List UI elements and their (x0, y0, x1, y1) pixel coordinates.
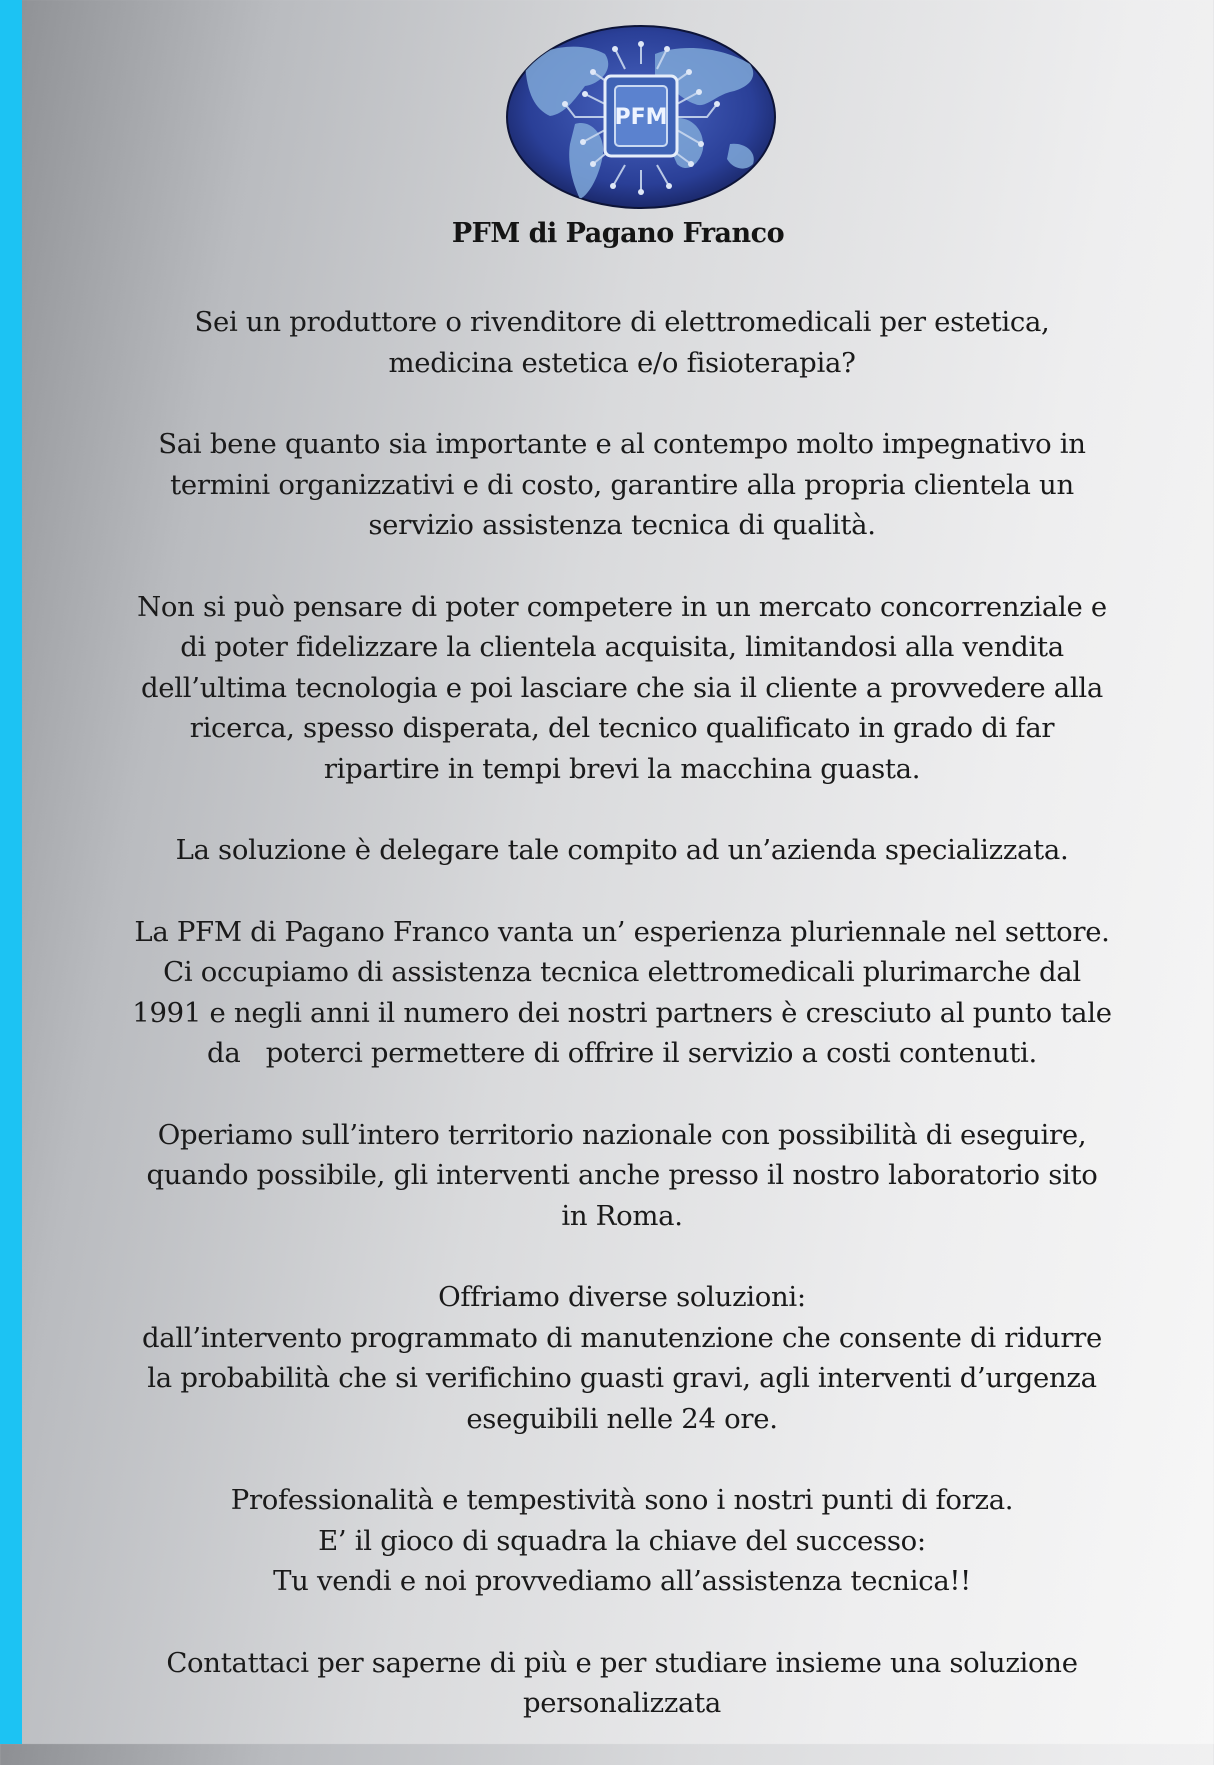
paragraph-contact (40, 1643, 1204, 1724)
text-line: Tu vendi e noi provvediamo all’assistenza tecnica!! (273, 1565, 971, 1597)
company-logo-icon (505, 24, 777, 210)
text-line: da poterci permettere di offrire il servizio a costi contenuti. (207, 1037, 1037, 1069)
text-line: Non si può pensare di poter competere in un mercato concorrenziale e (137, 590, 1107, 623)
text-line: termini organizzativi e di costo, garantire alla propria clientela un (170, 468, 1074, 501)
paragraph-strengths (40, 1480, 1204, 1602)
text-line: Ci occupiamo di assistenza tecnica elettromedicali plurimarche dal (163, 956, 1081, 988)
paragraph-coverage (40, 1115, 1204, 1237)
paragraph-experience (40, 912, 1204, 1074)
text-line: di poter fidelizzare la clientela acquisita, limitandosi alla vendita (180, 631, 1064, 663)
text-line: medicina estetica e/o fisioterapia? (388, 346, 856, 379)
text-line: Offriamo diverse soluzioni: (438, 1281, 806, 1313)
text-line: Sai bene quanto sia importante e al contempo molto impegnativo in (158, 428, 1086, 460)
text-line: ripartire in tempi brevi la macchina guasta. (323, 752, 921, 785)
text-line: dell’ultima tecnologia e poi lasciare che sia il cliente a provvedere alla (141, 671, 1103, 704)
paragraph-offerings (40, 1277, 1204, 1439)
text-line: La soluzione è delegare tale compito ad un’azienda specializzata. (175, 834, 1069, 866)
text-line: servizio assistenza tecnica di qualità. (368, 509, 876, 541)
text-line: la probabilità che si verifichino guasti gravi, agli interventi d’urgenza (147, 1362, 1097, 1394)
text-line: La PFM di Pagano Franco vanta un’ esperienza pluriennale nel settore. (134, 915, 1110, 948)
company-name: PFM di Pagano Franco (451, 218, 785, 249)
text-line: dall’intervento programmato di manutenzione che consente di ridurre (142, 1321, 1102, 1354)
text-line: 1991 e negli anni il numero dei nostri partners è cresciuto al punto tale (132, 996, 1112, 1029)
text-line: E’ il gioco di squadra la chiave del successo: (318, 1524, 926, 1557)
paragraph-intro-question (40, 302, 1204, 383)
text-line: quando possibile, gli interventi anche presso il nostro laboratorio sito (146, 1159, 1098, 1191)
paragraph-importance (40, 424, 1204, 546)
paragraph-solution (40, 830, 1204, 871)
flyer-body (40, 302, 1204, 1765)
text-line: eseguibili nelle 24 ore. (466, 1402, 778, 1435)
text-line: ricerca, spesso disperata, del tecnico qualificato in grado di far (189, 712, 1055, 744)
text-line: personalizzata (522, 1687, 721, 1719)
text-line: Contattaci per saperne di più e per studiare insieme una soluzione (166, 1646, 1078, 1679)
paragraph-competition (40, 587, 1204, 790)
left-accent-bar (0, 0, 22, 1744)
text-line: Sei un produttore o rivenditore di elettromedicali per estetica, (194, 306, 1050, 338)
text-line: Operiamo sull’intero territorio nazionale con possibilità di eseguire, (157, 1118, 1087, 1151)
text-line: in Roma. (561, 1199, 683, 1232)
text-line: Professionalità e tempestività sono i nostri punti di forza. (230, 1484, 1014, 1516)
svg-text:PFM: PFM (614, 105, 668, 130)
